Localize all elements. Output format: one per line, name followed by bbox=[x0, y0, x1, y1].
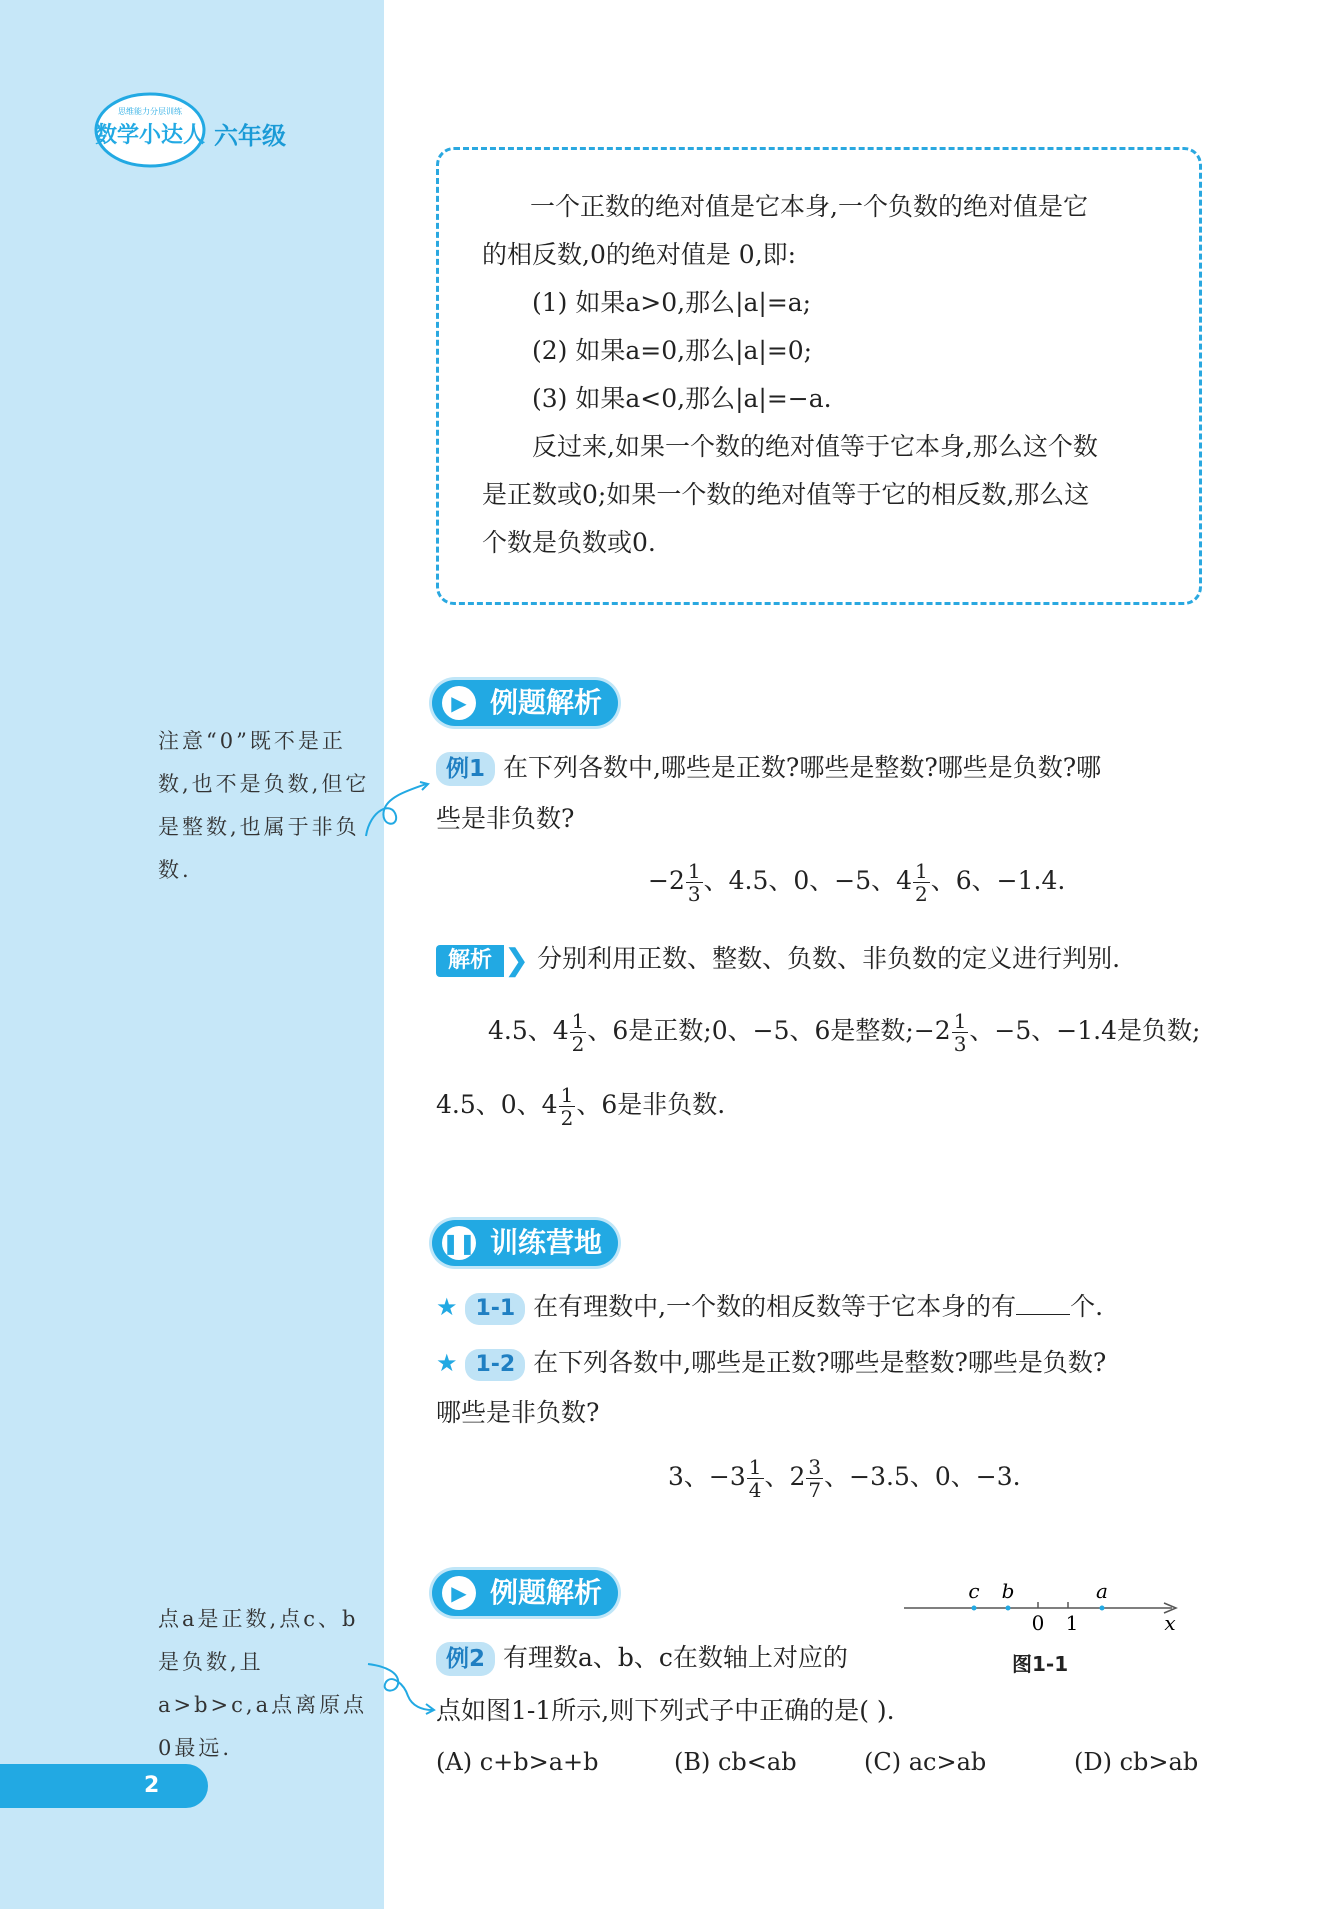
star-icon: ★ bbox=[436, 1349, 458, 1377]
fraction: $\frac{1}{2}$ bbox=[560, 1083, 574, 1130]
figure-caption: 图1-1 bbox=[1012, 1652, 1069, 1676]
section-example-analysis-1 bbox=[432, 680, 618, 726]
pause-icon: ❚❚ bbox=[442, 1226, 476, 1260]
grade-label: 六年级 bbox=[214, 122, 286, 150]
point-label-c: c bbox=[968, 1580, 980, 1603]
tick-label-0: 0 bbox=[1031, 1611, 1045, 1635]
example2-line-1 bbox=[436, 1642, 848, 1676]
definition-case-1: (1) 如果a>0,那么|a|=a; bbox=[532, 288, 812, 317]
number-part: 、4.5、0、−5、4 bbox=[703, 866, 913, 895]
side-note-2: 点a是正数,点c、b是负数,且a>b>c,a点离原点0最远. bbox=[158, 1607, 368, 1760]
page-number: 2 bbox=[0, 1764, 208, 1808]
exercise-1-2 bbox=[436, 1348, 1106, 1381]
fraction: $\frac{1}{3}$ bbox=[687, 859, 701, 906]
option-a[interactable]: (A) c+b>a+b bbox=[436, 1748, 599, 1776]
point-label-a: a bbox=[1096, 1580, 1108, 1603]
logo-icon bbox=[94, 86, 206, 168]
definition-line-2: 的相反数,0的绝对值是 0,即: bbox=[482, 240, 797, 269]
number-part: 、6、−1.4. bbox=[930, 866, 1066, 895]
logo-text: 数学小达人 bbox=[94, 123, 206, 148]
section-training-camp bbox=[432, 1220, 618, 1266]
example1-question-line-2: 些是非负数? bbox=[436, 804, 575, 833]
exercise-text: 个. bbox=[1070, 1292, 1104, 1321]
example2-line-2: 点如图1-1所示,则下列式子中正确的是( ). bbox=[436, 1696, 895, 1725]
note-pointer-icon bbox=[362, 780, 432, 840]
analysis-tag: 解析 bbox=[436, 945, 504, 977]
definition-line-6: 反过来,如果一个数的绝对值等于它本身,那么这个数 bbox=[532, 432, 1098, 461]
exercise-1-1 bbox=[436, 1290, 1103, 1325]
analysis-text: 分别利用正数、整数、负数、非负数的定义进行判别. bbox=[537, 944, 1121, 973]
exercise-1-2-line-2: 哪些是非负数? bbox=[436, 1398, 600, 1427]
definition-line-7: 是正数或0;如果一个数的绝对值等于它的相反数,那么这 bbox=[482, 480, 1090, 509]
example1-analysis bbox=[436, 944, 1120, 977]
star-icon: ★ bbox=[436, 1293, 458, 1321]
section-title: 训练营地 bbox=[490, 1226, 603, 1259]
example1-question-text: 在下列各数中,哪些是正数?哪些是整数?哪些是负数?哪 bbox=[502, 753, 1102, 782]
example2-text: 有理数a、b、c在数轴上对应的 bbox=[502, 1643, 848, 1672]
exercise-text: 在有理数中,一个数的相反数等于它本身的有 bbox=[533, 1292, 1017, 1321]
answer-blank[interactable] bbox=[1016, 1290, 1070, 1315]
example-tag: 例1 bbox=[436, 752, 495, 786]
example1-answer-line-1: 4.5、4 $\frac{1}{2}$ 、6是正数;0、−5、6是整数;−2 $\frac{1}{3}$ 、−5、−1.4是负数; bbox=[488, 1009, 1201, 1056]
definition-case-3: (3) 如果a<0,那么|a|=−a. bbox=[532, 384, 832, 413]
option-b[interactable]: (B) cb<ab bbox=[674, 1748, 797, 1776]
section-title: 例题解析 bbox=[490, 1576, 603, 1609]
option-c[interactable]: (C) ac>ab bbox=[864, 1748, 987, 1776]
tick-label-1: 1 bbox=[1065, 1611, 1079, 1635]
example1-question-line-1 bbox=[436, 752, 1101, 786]
axis-label-x: x bbox=[1164, 1611, 1176, 1635]
point-label-b: b bbox=[1001, 1580, 1015, 1603]
play-icon: ▶ bbox=[442, 1576, 476, 1610]
section-title: 例题解析 bbox=[490, 686, 603, 719]
definition-line-1: 一个正数的绝对值是它本身,一个负数的绝对值是它 bbox=[530, 192, 1088, 221]
exercise-number: 1-2 bbox=[465, 1349, 525, 1381]
logo-subtitle: 思维能力分层训练 bbox=[118, 107, 182, 116]
definition-case-2: (2) 如果a=0,那么|a|=0; bbox=[532, 336, 813, 365]
option-d[interactable]: (D) cb>ab bbox=[1074, 1748, 1199, 1776]
side-note-1: 注意“0”既不是正数,也不是负数,但它是整数,也属于非负数. bbox=[158, 729, 370, 882]
fraction: $\frac{1}{2}$ bbox=[571, 1009, 585, 1056]
number-part: −2 bbox=[648, 866, 685, 895]
example1-answer-line-2: 4.5、0、4 $\frac{1}{2}$ 、6是非负数. bbox=[436, 1083, 726, 1130]
definition-line-8: 个数是负数或0. bbox=[482, 528, 656, 557]
note-pointer-icon bbox=[364, 1660, 436, 1716]
chevron-right-icon: ❯ bbox=[504, 943, 530, 978]
example1-number-list bbox=[648, 860, 1065, 905]
fraction: $\frac{1}{3}$ bbox=[953, 1009, 967, 1056]
exercise-1-2-number-list: 3、−3 $\frac{1}{4}$ 、2 $\frac{3}{7}$ 、−3.5、0、−3. bbox=[668, 1455, 1021, 1502]
fraction: $\frac{3}{7}$ bbox=[808, 1455, 822, 1502]
fraction: $\frac{1}{2}$ bbox=[915, 859, 928, 906]
play-icon: ▶ bbox=[442, 686, 476, 720]
exercise-text: 在下列各数中,哪些是正数?哪些是整数?哪些是负数? bbox=[533, 1348, 1107, 1377]
example-tag: 例2 bbox=[436, 1642, 495, 1676]
fraction: $\frac{1}{4}$ bbox=[748, 1455, 762, 1502]
section-example-analysis-2 bbox=[432, 1570, 618, 1616]
exercise-number: 1-1 bbox=[465, 1293, 525, 1325]
